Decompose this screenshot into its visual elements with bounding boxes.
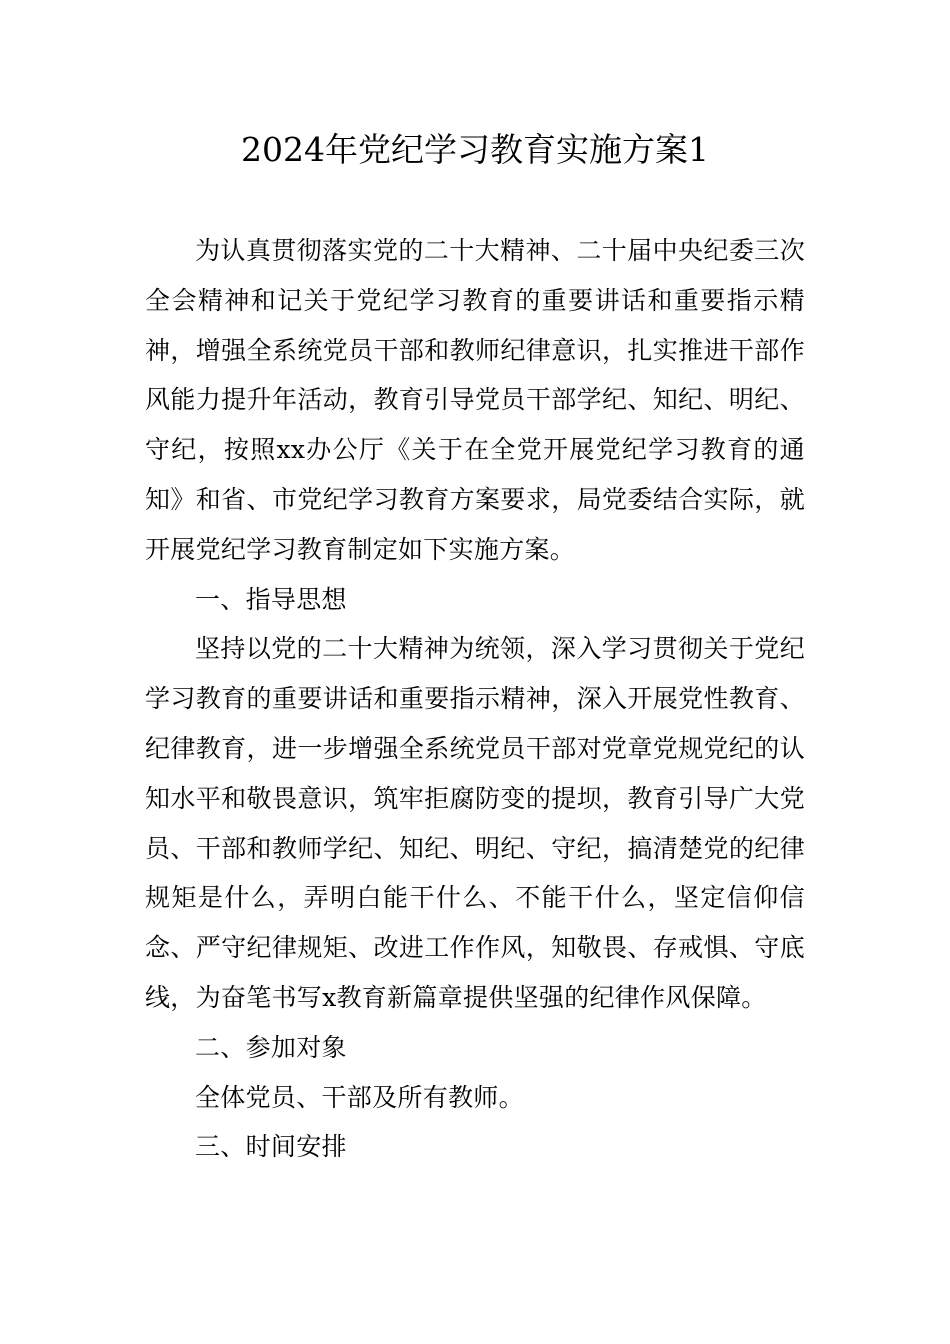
guiding-ideology-paragraph: 坚持以党的二十大精神为统领，深入学习贯彻关于党纪学习教育的重要讲话和重要指示精神，深入开展党性教育、纪律教育，进一步增强全系统党员干部对党章党规党纪的认知水平和敬畏意识，筑牢拒腐防变的提坝，教育引导广大党员、干部和教师学纪、知纪、明纪、守纪，搞清楚党的纪律规矩是什么，弄明白能干什么、不能干什么，坚定信仰信念、严守纪律规矩、改进工作作风，知敬畏、存戒惧、守底线，为奋笔书写x教育新篇章提供坚强的纪律作风保障。 — [145, 634, 805, 1012]
document-title: 2024年党纪学习教育实施方案1 — [241, 130, 709, 169]
section-heading-schedule: 三、时间安排 — [195, 1132, 347, 1162]
intro-paragraph: 为认真贯彻落实党的二十大精神、二十届中央纪委三次全会精神和记关于党纪学习教育的重要讲话和重要指示精神，增强全系统党员干部和教师纪律意识，扎实推进干部作风能力提升年活动，教育引导党员干部学纪、知纪、明纪、守纪，按照xx办公厅《关于在全党开展党纪学习教育的通知》和省、市党纪学习教育方案要求，局党委结合实际，就开展党纪学习教育制定如下实施方案。 — [145, 236, 805, 564]
section-heading-participants: 二、参加对象 — [195, 1032, 347, 1062]
participants-paragraph: 全体党员、干部及所有教师。 — [195, 1082, 524, 1112]
section-heading-guiding-ideology: 一、指导思想 — [195, 584, 347, 614]
document-body — [145, 226, 805, 1172]
